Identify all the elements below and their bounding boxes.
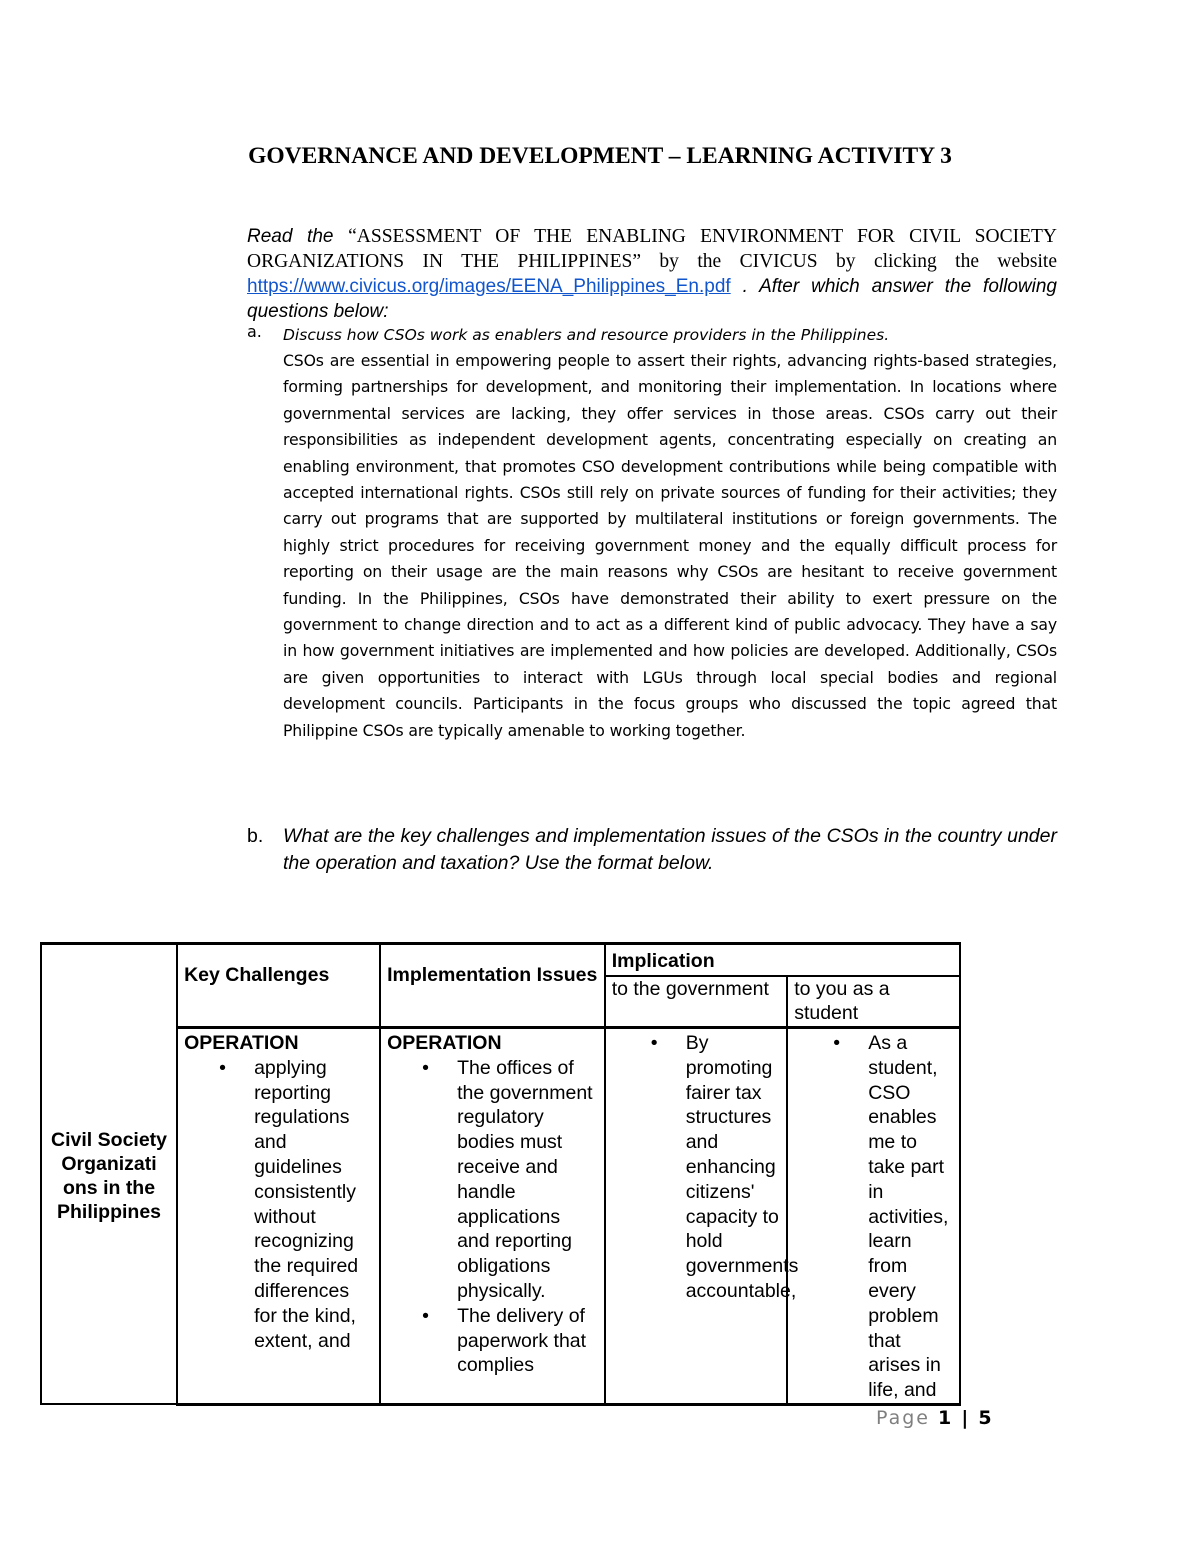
key-bullet: • applying reporting regulations and guidelines consistently without recognizing the required differences for the kind, extent, and: [254, 1056, 373, 1354]
cso-challenges-table: [40, 942, 961, 1406]
page-title: GOVERNANCE AND DEVELOPMENT – LEARNING ACTIVITY 3: [248, 143, 952, 169]
page-separator: |: [961, 1407, 971, 1429]
question-b-marker: b.: [247, 825, 264, 847]
question-b-text: What are the key challenges and implementation issues of the CSOs in the country under the operation and taxation? Use the format below.: [283, 825, 1057, 874]
question-b: [247, 823, 1057, 877]
to-government-cell: [605, 1028, 799, 1405]
question-a-answer: CSOs are essential in empowering people to assert their rights, advancing rights-based strategies, forming partnerships for development, and monitoring their implementation. In locations where governmental services are lacking, they offer services in those areas. CSOs carry out their responsibilities as independent development agents, concentrating especially on creating an enabling environment, that promotes CSO development contributions while being compatible with accepted international rights. CSOs still rely on private sources of funding for their activities; they carry out programs that are supported by multilateral institutions or foreign governments. The highly strict procedures for receiving government money and the equally difficult process for reporting on their usage are the main reasons why CSOs are hesitant to receive government funding. In the Philippines, CSOs have demonstrated their ability to exert pressure on the government to change direction and to act as a different kind of public advocacy. They have a say in how government initiatives are implemented and how policies are developed. Additionally, CSOs are given opportunities to interact with LGUs through local special bodies and regional development councils. Participants in the focus groups who discussed the topic agreed that Philippine CSOs are typically amenable to working together.: [283, 351, 1057, 740]
page-footer: [876, 1407, 994, 1429]
intro-paragraph: [247, 224, 1057, 324]
key-challenges-cell: [177, 1028, 380, 1405]
intro-tail: . After which answer the following questions below:: [247, 276, 1057, 322]
report-title: “ASSESSMENT OF THE ENABLING ENVIRONMENT FOR CIVIL SOCIETY ORGANIZATIONS IN THE PHILIPPINES” by the CIVICUS by clicking the website: [247, 226, 1057, 272]
impl-section-heading: OPERATION: [387, 1032, 502, 1054]
row-header-label: Civil Society Organizati ons in the Philippines: [51, 1129, 168, 1224]
report-link[interactable]: https://www.civicus.org/images/EENA_Philippines_En.pdf: [247, 276, 731, 297]
to-government-label: to the government: [611, 977, 769, 1000]
page-word: Page: [876, 1407, 930, 1429]
to-student-cell: [787, 1028, 960, 1405]
page-total: 5: [978, 1407, 994, 1429]
implication-header: [605, 944, 960, 976]
to-student-label: to you as a student: [794, 977, 890, 1024]
implication-label: Implication: [611, 950, 715, 972]
question-a-text: Discuss how CSOs work as enablers and resource providers in the Philippines.: [283, 326, 890, 344]
student-bullet: • As a student, CSO enables me to take part in activities, learn from every problem that arises in life, and: [868, 1031, 953, 1403]
implementation-cell: [380, 1028, 605, 1405]
impl-bullet: • The delivery of paperwork that complies: [457, 1304, 598, 1378]
to-student-header: [787, 976, 960, 1028]
row-header-cell: [41, 944, 177, 1405]
impl-bullet: • The offices of the government regulatory bodies must receive and handle applications and reporting obligations physically.: [457, 1056, 598, 1304]
key-section-heading: OPERATION: [184, 1032, 299, 1054]
to-government-header: [605, 976, 788, 1028]
key-challenges-label: Key Challenges: [184, 964, 330, 986]
gov-bullet: • By promoting fairer tax structures and enhancing citizens' capacity to hold governments accountable,: [686, 1031, 781, 1304]
intro-lead: Read the: [247, 226, 349, 247]
implementation-header: [380, 944, 605, 1028]
key-challenges-header: [177, 944, 380, 1028]
question-a: [247, 322, 1057, 744]
question-a-marker: a.: [247, 322, 262, 341]
page-current: 1: [938, 1407, 954, 1429]
implementation-label: Implementation Issues: [387, 964, 598, 986]
